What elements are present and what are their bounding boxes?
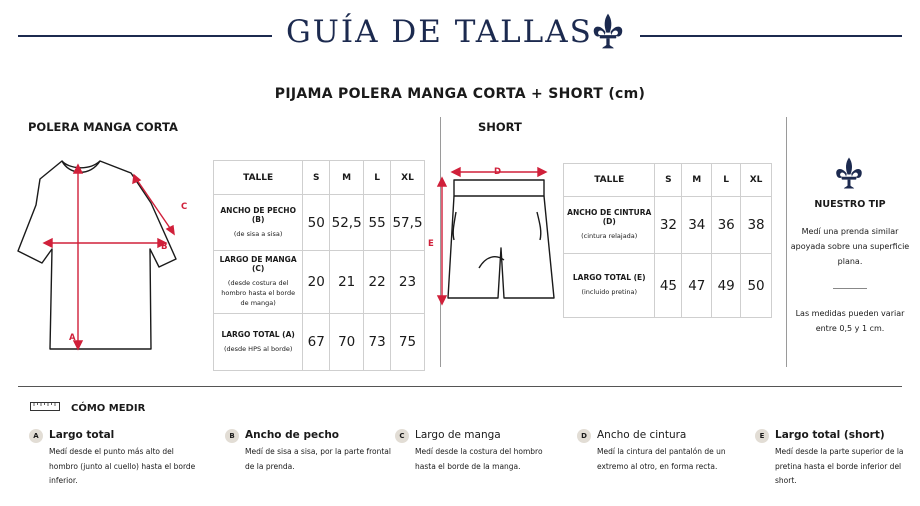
row-label-cell [214, 195, 303, 251]
row-label: LARGO TOTAL (E) [572, 273, 646, 283]
size-value: 38 [741, 197, 772, 254]
column-header: S [303, 161, 330, 195]
table-row [564, 197, 772, 254]
row-sublabel: (de sisa a sisa) [233, 229, 283, 238]
size-value: 67 [303, 314, 330, 371]
tip-note: Las medidas pueden variar entre 0,5 y 1 cm. [795, 309, 905, 334]
label-a: A [69, 333, 76, 343]
row-sublabel: (cintura relajada) [581, 232, 638, 241]
label-e: E [428, 239, 434, 249]
row-label: LARGO TOTAL (A) [221, 329, 295, 339]
size-value: 36 [712, 197, 741, 254]
label-d: D [494, 167, 502, 177]
step-description: Medí desde el punto más alto del hombro (junto al cuello) hasta el borde inferior. [49, 447, 196, 486]
tip-title: NUESTRO TIP [814, 199, 886, 210]
row-sublabel: (desde HPS al borde) [223, 344, 293, 353]
table-row [214, 251, 425, 314]
size-value: 49 [712, 254, 741, 318]
step-description: Medí la cintura del pantalón de un extremo al otro, en forma recta. [597, 447, 726, 471]
bottom-divider [18, 386, 902, 387]
step-description: Medí desde la parte superior de la pretina hasta el borde inferior del short. [775, 447, 904, 486]
table-row [564, 254, 772, 318]
step-description: Medí de sisa a sisa, por la parte frontal de la prenda. [245, 447, 391, 471]
row-label: ANCHO DE CINTURA (D) [567, 208, 652, 227]
row-label-cell [214, 314, 303, 371]
column-header: L [712, 164, 741, 197]
size-value: 50 [741, 254, 772, 318]
page-title: GUÍA DE TALLAS [286, 14, 593, 50]
short-section-title: SHORT [478, 120, 522, 134]
table-header-row [214, 161, 425, 195]
header-line-right [640, 35, 902, 37]
tip-divider [786, 117, 787, 367]
step-badge: C [395, 429, 409, 443]
column-header: M [330, 161, 364, 195]
size-value: 75 [391, 314, 425, 371]
short-diagram [424, 160, 560, 310]
polera-section-title: POLERA MANGA CORTA [28, 120, 178, 134]
size-value: 45 [655, 254, 682, 318]
size-value: 73 [364, 314, 391, 371]
column-header: TALLE [564, 164, 655, 197]
step-title: Largo de manga [415, 429, 501, 441]
how-to-measure-title: CÓMO MEDIR [71, 403, 146, 414]
row-label: LARGO DE MANGA (C) [219, 255, 297, 274]
step-title: Largo total [49, 429, 115, 441]
step-title: Ancho de cintura [597, 429, 687, 441]
size-value: 32 [655, 197, 682, 254]
fleur-de-lis-icon [834, 156, 864, 190]
size-value: 20 [303, 251, 330, 314]
table-row [214, 314, 425, 371]
column-header: TALLE [214, 161, 303, 195]
row-label-cell [214, 251, 303, 314]
step-badge: B [225, 429, 239, 443]
size-value: 21 [330, 251, 364, 314]
step-badge: A [29, 429, 43, 443]
step-badge: D [577, 429, 591, 443]
polera-size-table [213, 160, 425, 371]
table-row [214, 195, 425, 251]
column-header: M [682, 164, 712, 197]
size-value: 22 [364, 251, 391, 314]
size-value: 70 [330, 314, 364, 371]
row-sublabel: (incluido pretina) [581, 288, 638, 297]
label-b: B [161, 242, 168, 252]
size-value: 50 [303, 195, 330, 251]
step-description: Medí desde la costura del hombro hasta el borde de la manga. [415, 447, 543, 471]
tip-separator [833, 288, 867, 289]
size-value: 55 [364, 195, 391, 251]
size-value: 57,5 [391, 195, 425, 251]
product-subtitle: PIJAMA POLERA MANGA CORTA + SHORT (cm) [274, 86, 646, 102]
short-size-table [563, 163, 772, 318]
column-header: L [364, 161, 391, 195]
fleur-de-lis-icon [591, 12, 625, 50]
table-header-row [564, 164, 772, 197]
step-title: Ancho de pecho [245, 429, 340, 441]
tshirt-diagram [14, 155, 204, 360]
row-sublabel: (desde costura del hombro hasta el borde de manga) [221, 279, 296, 307]
size-value: 34 [682, 197, 712, 254]
row-label-cell [564, 254, 655, 318]
size-value: 23 [391, 251, 425, 314]
row-label-cell [564, 197, 655, 254]
label-c: C [181, 202, 188, 212]
ruler-icon [30, 402, 60, 412]
column-header: S [655, 164, 682, 197]
tip-text: Medí una prenda similar apoyada sobre una superficie plana. [790, 227, 910, 267]
column-header: XL [391, 161, 425, 195]
column-header: XL [741, 164, 772, 197]
row-label: ANCHO DE PECHO (B) [220, 205, 296, 224]
step-badge: E [755, 429, 769, 443]
header-line-left [18, 35, 272, 37]
size-value: 47 [682, 254, 712, 318]
size-value: 52,5 [330, 195, 364, 251]
step-title: Largo total (short) [775, 429, 885, 441]
